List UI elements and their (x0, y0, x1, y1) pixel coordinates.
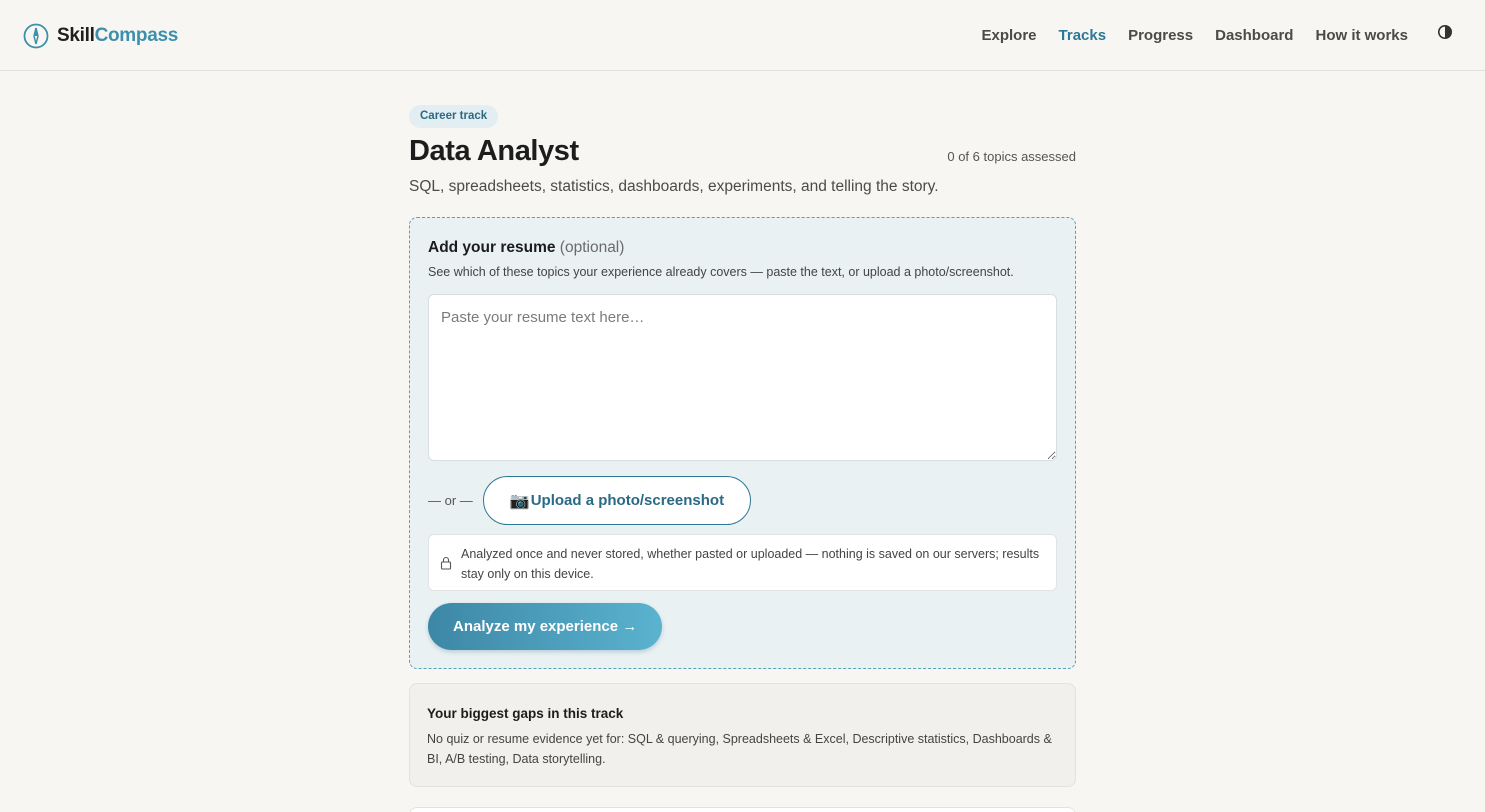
contrast-icon[interactable] (1437, 24, 1453, 40)
resume-description: See which of these topics your experience already covers — paste the text, or upload a photo/screenshot. (428, 265, 1014, 279)
resume-heading-label: Add your resume (428, 239, 556, 256)
top-navigation-bar (0, 0, 1485, 71)
main-nav (982, 24, 1409, 46)
upload-button-label: Upload a photo/screenshot (530, 492, 725, 509)
gaps-heading: Your biggest gaps in this track (427, 706, 624, 721)
next-card (409, 807, 1076, 812)
biggest-gaps-card (409, 683, 1076, 787)
compass-icon (23, 23, 49, 49)
or-divider: — or — (428, 493, 473, 508)
nav-dashboard[interactable]: Dashboard (1215, 26, 1294, 44)
track-page (409, 105, 1076, 766)
topics-assessed-count: 0 of 6 topics assessed (947, 149, 1076, 164)
track-subtitle: SQL, spreadsheets, statistics, dashboards, experiments, and telling the story. (409, 178, 939, 195)
career-track-badge: Career track (409, 105, 498, 128)
camera-icon: 📷 (509, 492, 530, 510)
optional-label: (optional) (559, 239, 625, 256)
brand-logo-link[interactable] (23, 22, 178, 49)
lock-icon (440, 556, 452, 570)
nav-progress[interactable]: Progress (1128, 26, 1194, 44)
nav-how-it-works[interactable]: How it works (1315, 26, 1408, 44)
upload-row (428, 476, 751, 525)
resume-text-input[interactable] (428, 294, 1057, 461)
resume-upload-card (409, 217, 1076, 669)
privacy-text: Analyzed once and never stored, whether pasted or uploaded — nothing is saved on our servers; results stay only on this device. (461, 547, 1040, 581)
brand-name-part2: Compass (94, 24, 179, 46)
privacy-notice (428, 534, 1057, 591)
analyze-experience-button[interactable]: Analyze my experience → (428, 603, 662, 650)
page-title: Data Analyst (409, 135, 579, 167)
title-row (409, 135, 1076, 171)
upload-photo-button[interactable] (483, 476, 751, 525)
brand-name-part1: Skill (57, 24, 95, 46)
brand-name (57, 25, 178, 47)
nav-tracks[interactable]: Tracks (1058, 26, 1107, 44)
gaps-text: No quiz or resume evidence yet for: SQL & querying, Spreadsheets & Excel, Descriptive statistics, Dashboards & BI, A/B testing, Data storytelling. (427, 732, 1052, 766)
resume-heading (428, 239, 624, 257)
nav-explore[interactable]: Explore (981, 26, 1037, 44)
